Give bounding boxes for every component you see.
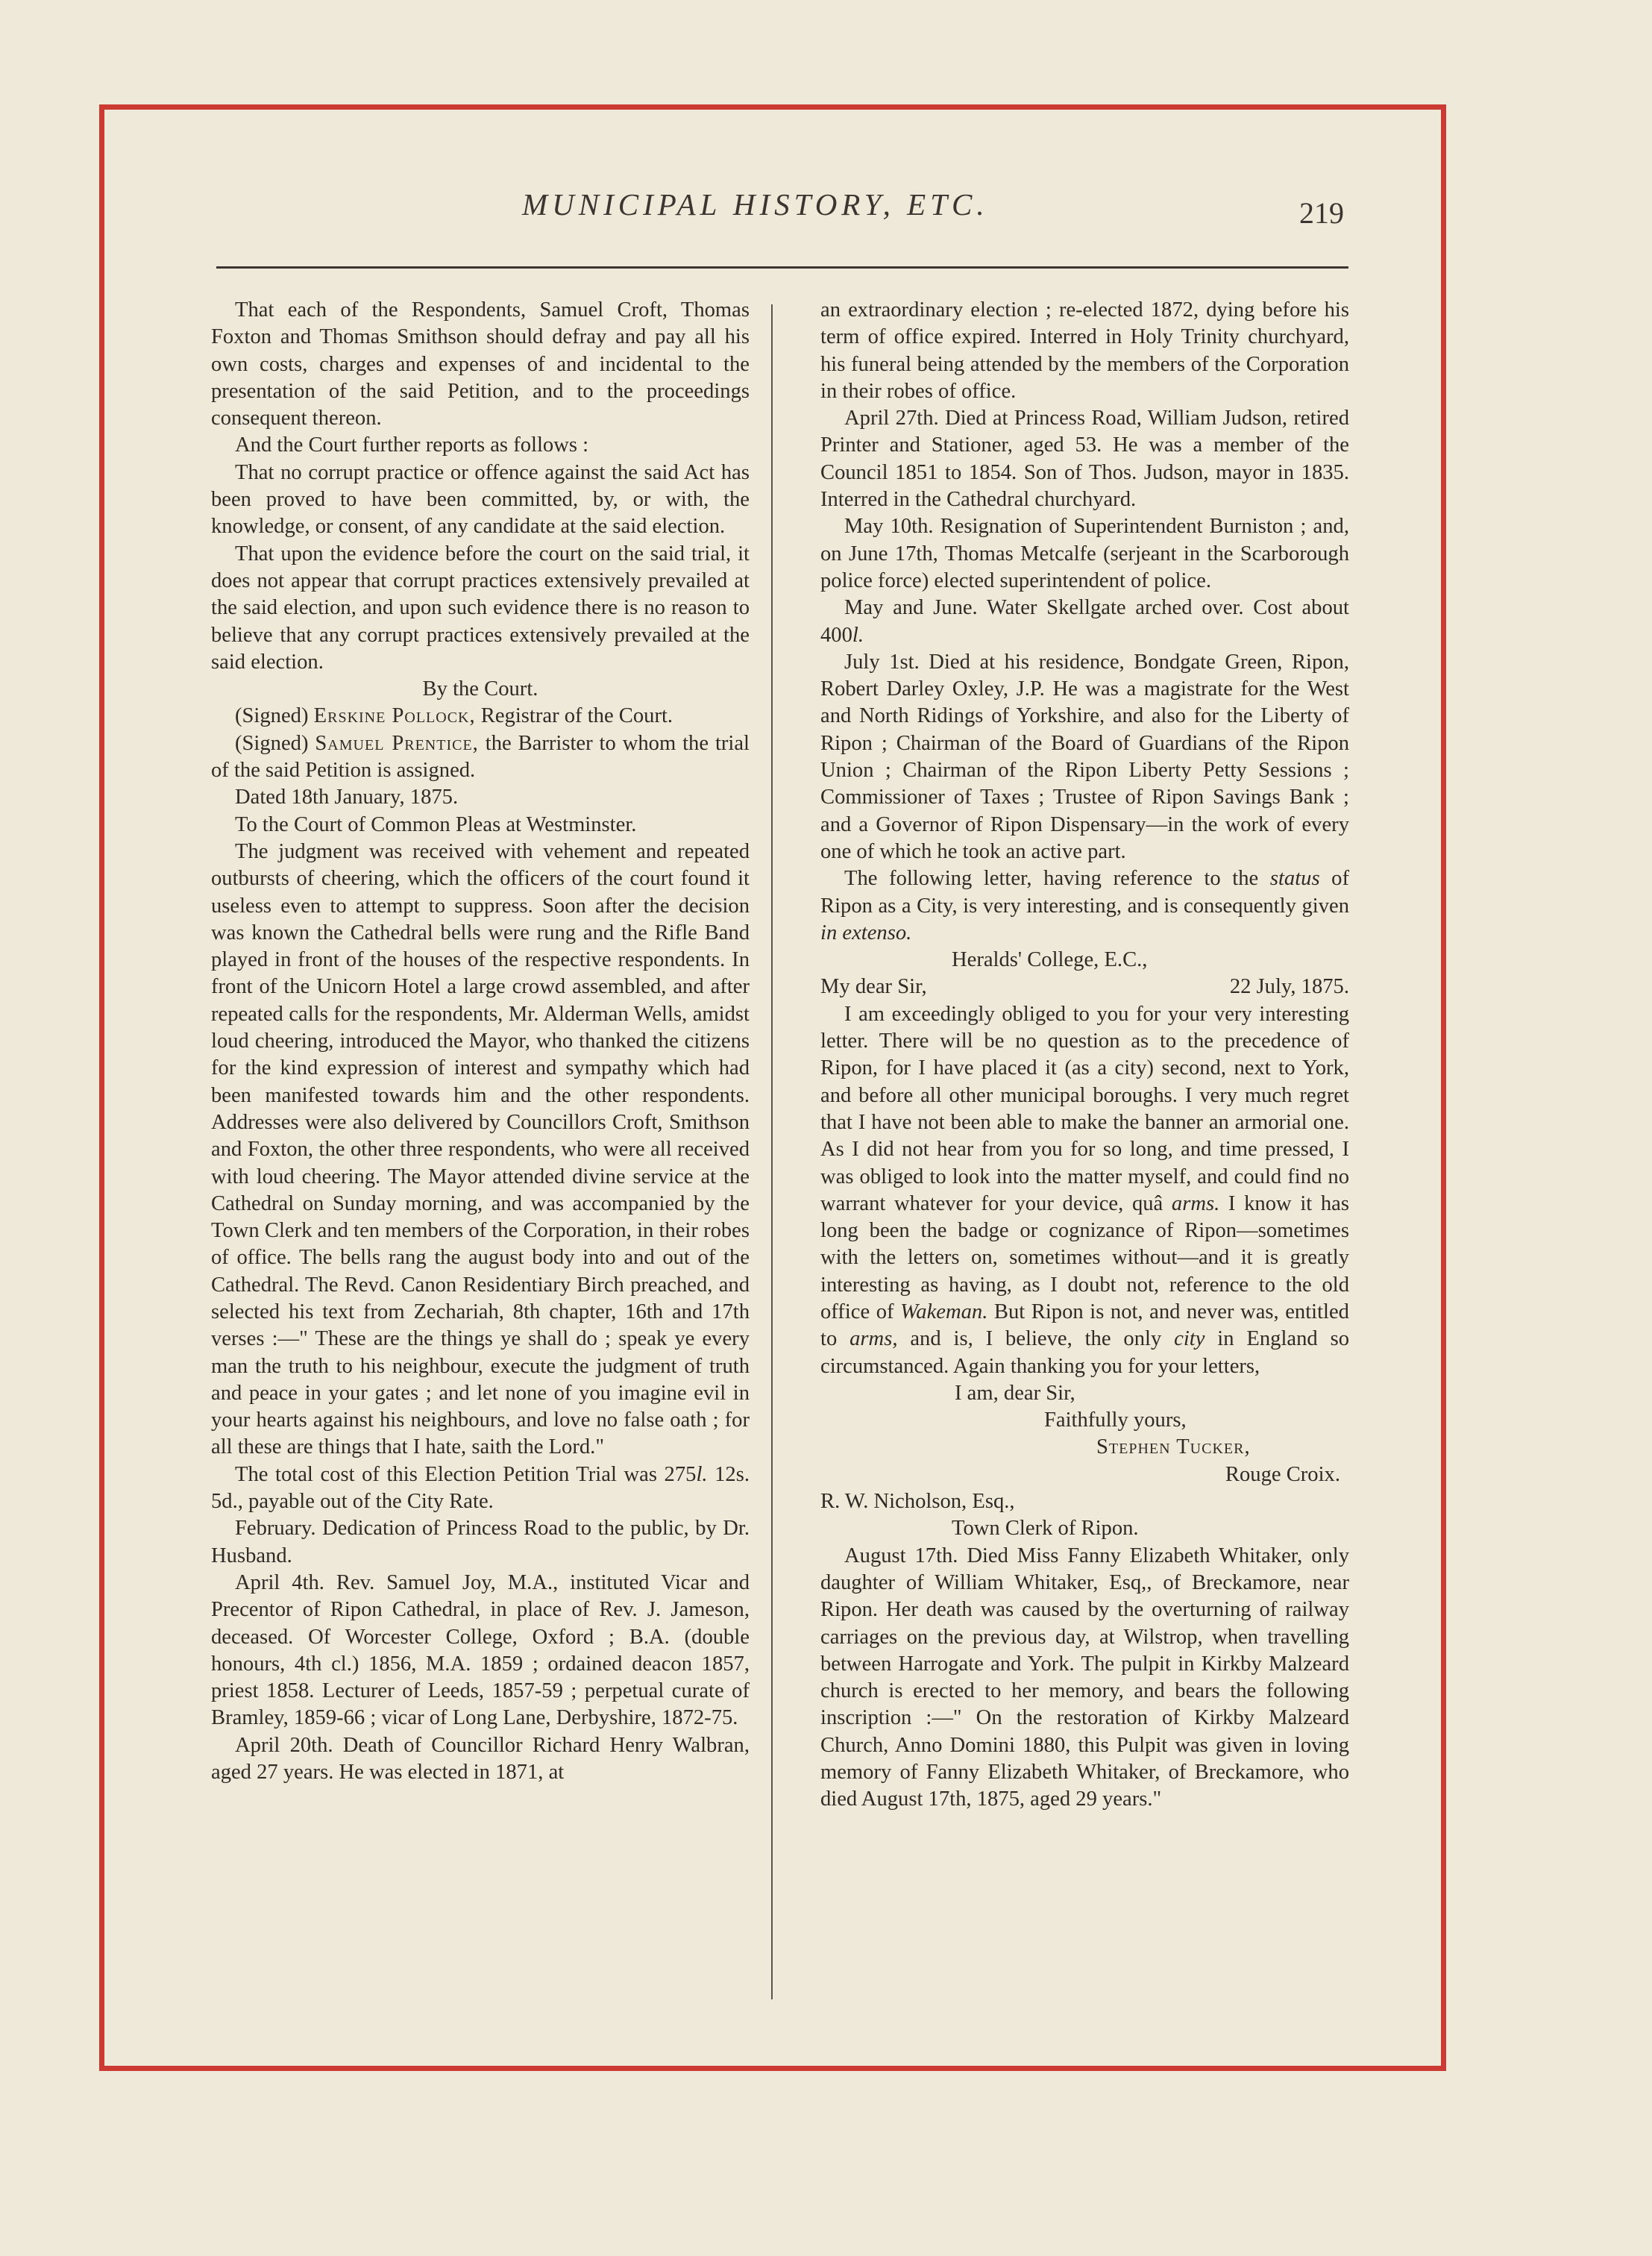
text-run: But Ripon is not, and never was, entitled to [820,1300,1349,1351]
paragraph: April 20th. Death of Councillor Richard Henry Walbran, aged 27 years. He was elected in 1871, at [211,1733,750,1785]
signed-label: (Signed) [235,704,309,728]
text-run: I am exceedingly obliged to you for your very interesting letter. There will be no question as to the precedence of Ripon, for I have placed it (as a city) second, next to York, and before all other municipal boroughs. I very much regret that I have not been able to make the banner an armorial one. As I did not hear from you for so long, and time pressed, I was obliged to look into the matter myself, and could find no warrant whatever for your device, quâ [820,1002,1349,1215]
pound-abbrev: l. [696,1462,708,1486]
paragraph: February. Dedication of Princess Road to the public, by Dr. Husband. [211,1517,750,1567]
text-run: in England so circumstanced. Again thanking you for your letters, [820,1327,1349,1378]
letter-date: 22 July, 1875. [1229,975,1349,999]
letter-signature: Stephen Tucker, [1096,1435,1251,1459]
right-column [820,297,1349,1814]
running-title: MUNICIPAL HISTORY, ETC. [522,187,989,222]
paragraph: August 17th. Died Miss Fanny Elizabeth Whitaker, only daughter of William Whitaker, Esq,, of Breckamore, near Ripon. Her death was caused by the overturning of railway carriages on the previous day, at Wilstrop, when travelling between Harrogate and York. The pulpit in Kirkby Malzeard church is erected to her memory, and bears the following inscription :—" On the restoration of Kirkby Malzeard Church, Anno Domini 1880, this Pulpit was given in loving memory of Fanny Elizabeth Whitaker, of Breckamore, who died August 17th, 1875, aged 29 years." [820,1544,1349,1811]
page-number: 219 [1299,196,1344,230]
registrar-name: Erskine Pollock, [313,704,476,728]
italic-term: arms. [1171,1191,1220,1215]
barrister-role: the Barrister to whom the trial of the said Petition is assigned. [211,731,750,783]
signature-registrar [211,703,750,730]
italic-term: arms, [849,1327,898,1351]
letter-greeting: My dear Sir, [820,975,927,999]
pound-abbrev: l. [852,623,864,647]
header-rule [216,266,1348,269]
paragraph: The judgment was received with vehement and repeated outbursts of cheering, which the officers of the court found it useless even to attempt to suppress. Soon after the decision was known the Cathedral bells were rung and the Rifle Band played in front of the houses of the respective respondents. In front of the Unicorn Hotel a large crowd assembled, and after repeated calls for the respondents, Mr. Alderman Wells, amidst loud cheering, introduced the Mayor, who thanked the citizens for the kind expression of interest and sympathy which had been manifested towards him and the other respondents. Addresses were also delivered by Councillors Croft, Smithson and Foxton, the other three respondents, who were all received with loud cheering. The Mayor attended divine service at the Cathedral on Sunday morning, and was accompanied by the Town Clerk and ten members of the Corporation, in their robes of office. The bells rang the august body into and out of the Cathedral. The Revd. Canon Residentiary Birch preached, and selected his text from Zechariah, 8th chapter, 16th and 17th verses :—" These are the things ye shall do ; speak ye every man the truth to his neighbour, execute the judgment of truth and peace in your gates ; and let none of you imagine evil in your hearts against his neighbours, and love no false oath ; for all these are things that I hate, saith the Lord." [211,839,750,1459]
paragraph: That no corrupt practice or offence against the said Act has been proved to have been committed, by, or with, the knowledge, or consent, of any candidate at the said election. [211,460,750,539]
italic-term: status [1269,867,1320,891]
italic-term: in extenso. [820,921,912,944]
paragraph: That upon the evidence before the court on the said trial, it does not appear that corrupt practices extensively prevailed at the said election, and upon such evidence there is no reason to believe that any corrupt practices extensively prevailed at the said election. [211,542,750,674]
letter-greeting-line [820,974,1349,1000]
paragraph: an extraordinary election ; re-elected 1872, dying before his term of office expired. Interred in Holy Trinity churchyard, his funeral being attended by the members of the Corporation in their robes of office. [820,298,1349,403]
paragraph: That each of the Respondents, Samuel Croft, Thomas Foxton and Thomas Smithson should defray and pay all his own costs, charges and expenses of and incidental to the presentation of the said Petition, and to the proceedings consequent thereon. [211,298,750,430]
dated-line: Dated 18th January, 1875. [235,786,459,809]
paragraph [820,865,1349,947]
paragraph: April 27th. Died at Princess Road, William Judson, retired Printer and Stationer, aged 53. He was a member of the Council 1851 to 1854. Son of Thos. Judson, mayor in 1835. Interred in the Cathedral churchyard. [820,407,1349,512]
text-run: and is, I believe, the only [897,1327,1175,1351]
recipient-title: Town Clerk of Ripon. [952,1517,1139,1541]
text-run: of Ripon as a City, is very interesting, and is consequently given [820,867,1350,918]
barrister-name: Samuel Prentice, [315,731,479,755]
signature-barrister [211,730,750,785]
text-run: The following letter, having reference to the [844,867,1270,891]
text-run: I know it has long been the badge or cognizance of Ripon—sometimes with the letters on, sometimes without—and it is greatly interesting as having, as I doubt not, reference to the old office of [820,1191,1349,1323]
paragraph: April 4th. Rev. Samuel Joy, M.A., instituted Vicar and Precentor of Ripon Cathedral, in place of Rev. J. Jameson, deceased. Of Worcester College, Oxford ; B.A. (double honours, 4th cl.) 1856, M.A. 1859 ; ordained deacon 1857, priest 1858. Lecturer of Leeds, 1857-59 ; perpetual curate of Bramley, 1859-66 ; vicar of Long Lane, Derbyshire, 1872-75. [211,1570,750,1730]
paragraph: July 1st. Died at his residence, Bondgate Green, Ripon, Robert Darley Oxley, J.P. He was a magistrate for the West and North Ridings of Yorkshire, and also for the Liberty of Ripon ; Chairman of the Board of Guardians of the Ripon Union ; Chairman of the Ripon Liberty Petty Sessions ; Commissioner of Taxes ; Trustee of Ripon Savings Bank ; and a Governor of Ripon Dispensary—in the work of every one of which he took an active part. [820,650,1349,863]
text-run: The total cost of this Election Petition Trial was 275 [235,1462,697,1486]
addressee-line: To the Court of Common Pleas at Westminster. [235,812,637,836]
paragraph [820,595,1349,649]
paragraph: And the Court further reports as follows : [235,433,589,457]
italic-term: Wakeman. [900,1300,988,1323]
paragraph: May 10th. Resignation of Superintendent Burniston ; and, on June 17th, Thomas Metcalfe (serjeant in the Scarborough police force) elected superintendent of police. [820,515,1349,592]
italic-term: city [1174,1327,1205,1351]
letter-closing: I am, dear Sir, [955,1381,1075,1405]
paragraph [211,1461,750,1516]
court-signoff: By the Court. [422,677,538,701]
signed-label: (Signed) [235,731,309,755]
column-divider [771,304,773,1999]
letter-body [820,1001,1349,1380]
left-column [211,297,750,1786]
letter-closing: Faithfully yours, [1044,1409,1187,1432]
letter-address: Heralds' College, E.C., [952,948,1148,972]
text-run: 12s. 5d., payable out of the City Rate. [211,1462,750,1514]
letter-signer-title: Rouge Croix. [1225,1462,1340,1486]
registrar-role: Registrar of the Court. [480,704,673,728]
recipient-name: R. W. Nicholson, Esq., [820,1490,1015,1514]
text-run: May and June. Water Skellgate arched over. Cost about 400 [820,596,1349,647]
